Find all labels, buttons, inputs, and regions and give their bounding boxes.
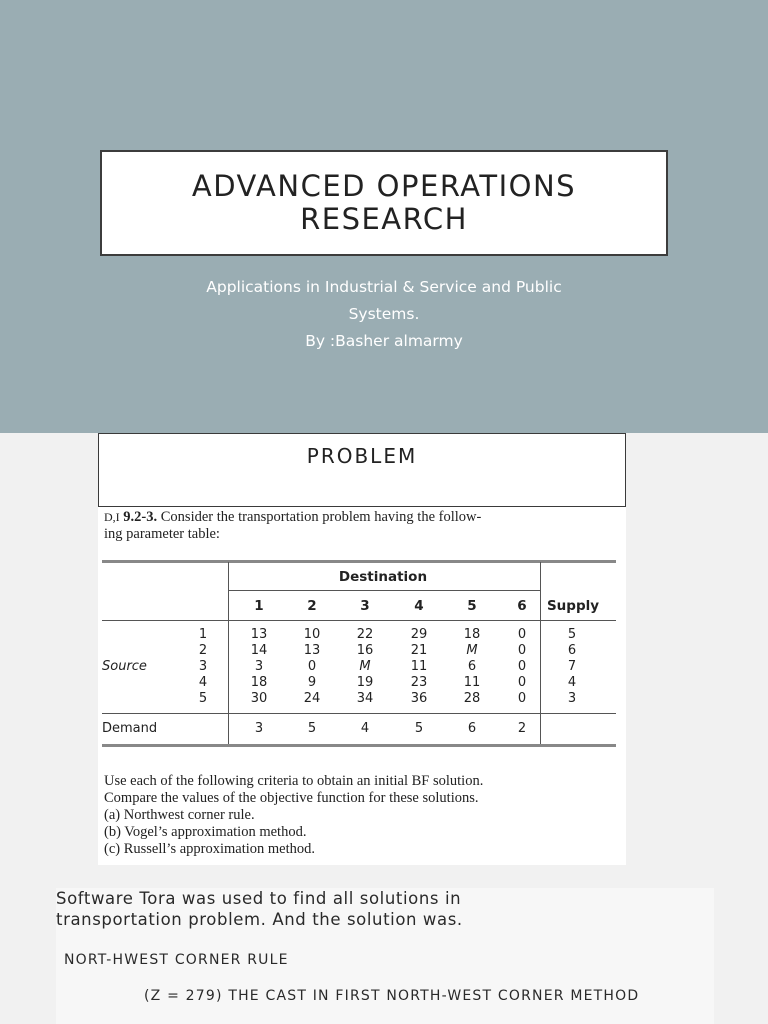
instruction-line: (b) Vogel’s approximation method. [104, 824, 307, 840]
source-id-3: 3 [198, 659, 208, 674]
result-line: (Z = 279) THE CAST IN FIRST NORTH-WEST CORNER METHOD [144, 988, 640, 1004]
problem-heading-box [98, 433, 626, 507]
cost-cell: 6 [467, 659, 477, 674]
instruction-line: Use each of the following criteria to obtain an initial BF solution. [104, 773, 484, 789]
cost-cell: 30 [250, 691, 268, 706]
demand-cell: 4 [360, 721, 370, 736]
source-label: Source [102, 659, 147, 674]
problem-heading: PROBLEM [306, 444, 418, 468]
table-bottom-rule [102, 744, 616, 747]
dest-header-2: 2 [307, 598, 317, 614]
cost-cell: 28 [463, 691, 481, 706]
problem-prefix: D,I [104, 510, 120, 524]
dest-header-6: 6 [517, 598, 527, 614]
cost-cell: 36 [410, 691, 428, 706]
method-heading: NORT-HWEST CORNER RULE [64, 952, 289, 968]
cost-cell: 18 [463, 627, 481, 642]
solution-intro-line-2: transportation problem. And the solution was. [56, 910, 463, 929]
cost-cell: 10 [303, 627, 321, 642]
table-top-rule [102, 560, 616, 563]
problem-statement [104, 509, 620, 543]
problem-text-1: Consider the transportation problem having the follow- [160, 509, 482, 525]
cost-cell: 29 [410, 627, 428, 642]
header-rule [102, 620, 616, 621]
parameter-table [102, 560, 616, 750]
supply-header: Supply [546, 598, 600, 614]
source-id-5: 5 [198, 691, 208, 706]
solution-intro [56, 888, 696, 930]
cost-cell: 0 [517, 691, 527, 706]
supply-cell: 5 [567, 627, 577, 642]
dest-header-5: 5 [467, 598, 477, 614]
demand-label: Demand [102, 721, 158, 736]
problem-slide [98, 433, 626, 865]
table-vline-right [540, 562, 541, 744]
supply-cell: 4 [567, 675, 577, 690]
cost-cell: 0 [517, 675, 527, 690]
dest-header-1: 1 [254, 598, 264, 614]
source-id-4: 4 [198, 675, 208, 690]
cost-cell: 34 [356, 691, 374, 706]
dest-header-4: 4 [414, 598, 424, 614]
dest-header-rule [228, 590, 540, 591]
demand-cell: 2 [517, 721, 527, 736]
cost-cell: 22 [356, 627, 374, 642]
cost-cell: 0 [517, 627, 527, 642]
source-id-2: 2 [198, 643, 208, 658]
demand-cell: 5 [307, 721, 317, 736]
slide-title-line-2: RESEARCH [300, 202, 468, 236]
supply-cell: 3 [567, 691, 577, 706]
supply-cell: 6 [567, 643, 577, 658]
cost-cell: 0 [307, 659, 317, 674]
demand-cell: 5 [414, 721, 424, 736]
cost-cell: 21 [410, 643, 428, 658]
cost-cell: M [359, 659, 371, 674]
cost-cell: 13 [303, 643, 321, 658]
cost-cell: 19 [356, 675, 374, 690]
problem-line-1 [104, 509, 620, 526]
cost-cell: M [466, 643, 478, 658]
solution-intro-line-1: Software Tora was used to find all solutions in [56, 889, 462, 908]
cost-cell: 9 [307, 675, 317, 690]
slide-title-line-1: ADVANCED OPERATIONS [191, 169, 577, 203]
destination-header: Destination [338, 569, 428, 585]
author-line: By :Basher almarmy [305, 332, 463, 350]
instruction-line: (c) Russell’s approximation method. [104, 841, 316, 857]
solution-slide [56, 888, 714, 1024]
instruction-line: Compare the values of the objective function for these solutions. [104, 790, 479, 806]
problem-text-2: ing parameter table: [104, 526, 220, 542]
cost-cell: 24 [303, 691, 321, 706]
cost-cell: 23 [410, 675, 428, 690]
cost-cell: 11 [463, 675, 481, 690]
subtitle-line-2: Systems. [348, 305, 420, 323]
instructions [104, 773, 622, 858]
supply-cell: 7 [567, 659, 577, 674]
demand-cell: 6 [467, 721, 477, 736]
title-slide [0, 0, 768, 433]
subtitle-line-1: Applications in Industrial & Service and Public [206, 278, 562, 296]
demand-cell: 3 [254, 721, 264, 736]
instruction-line: (a) Northwest corner rule. [104, 807, 255, 823]
cost-cell: 18 [250, 675, 268, 690]
cost-cell: 13 [250, 627, 268, 642]
cost-cell: 11 [410, 659, 428, 674]
problem-number: 9.2-3. [123, 509, 158, 525]
cost-cell: 0 [517, 643, 527, 658]
title-box [100, 150, 668, 256]
cost-cell: 0 [517, 659, 527, 674]
cost-cell: 14 [250, 643, 268, 658]
dest-header-3: 3 [360, 598, 370, 614]
cost-cell: 16 [356, 643, 374, 658]
demand-rule [102, 713, 616, 714]
cost-cell: 3 [254, 659, 264, 674]
table-vline-left [228, 562, 229, 744]
source-id-1: 1 [198, 627, 208, 642]
